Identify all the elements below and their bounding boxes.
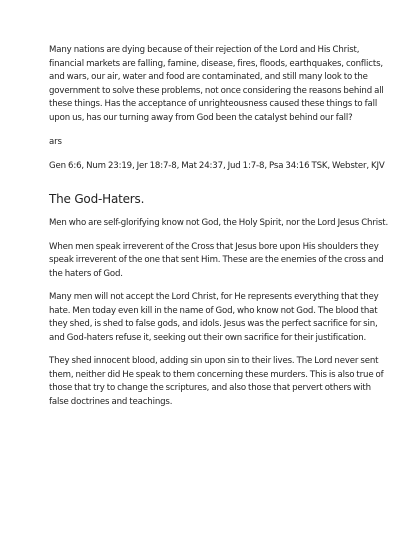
section-heading: The God-Haters. xyxy=(49,192,145,206)
scripture-references: Gen 6:6, Num 23:19, Jer 18:7-8, Mat 24:37, Jud 1:7-8, Psa 34:16 TSK, Webster, KJV xyxy=(49,160,385,171)
note-text: ars xyxy=(49,137,62,147)
intro-paragraph: Many nations are dying because of their rejection of the Lord and His Christ, financial markets are falling, famine, disease, fires, floods, earthquakes, conflicts, and wars, our air, water and food are contaminated, and still many look to the government to solve these problems, not once considering the reasons behind all these things. Has the acceptance of unrighteousness caused these things to fall upon us, has our turning away from God been the catalyst behind our fall? xyxy=(49,45,384,123)
body-paragraph-1: Men who are self-glorifying know not God, the Holy Spirit, nor the Lord Jesus Christ. xyxy=(49,218,389,228)
body-paragraph-2: When men speak irreverent of the Cross that Jesus bore upon His shoulders they speak irreverent of the one that sent Him. These are the enemies of the cross and the haters of God. xyxy=(49,241,384,279)
body-paragraph-4: They shed innocent blood, adding sin upon sin to their lives. The Lord never sent them, neither did He speak to them concerning these murders. This is also true of those that try to change the scriptures, and also those that pervert others with false doctrines and teachings. xyxy=(49,356,384,407)
body-paragraph-3: Many men will not accept the Lord Christ, for He represents everything that they hate. Men today even kill in the name of God, who know not God. The blood that they shed, is shed to false gods, and idols. Jesus was the perfect sacrifice for sin, and God-haters refuse it, seeking out their own sacrifice for their justification. xyxy=(49,292,379,343)
document-page xyxy=(49,44,389,419)
